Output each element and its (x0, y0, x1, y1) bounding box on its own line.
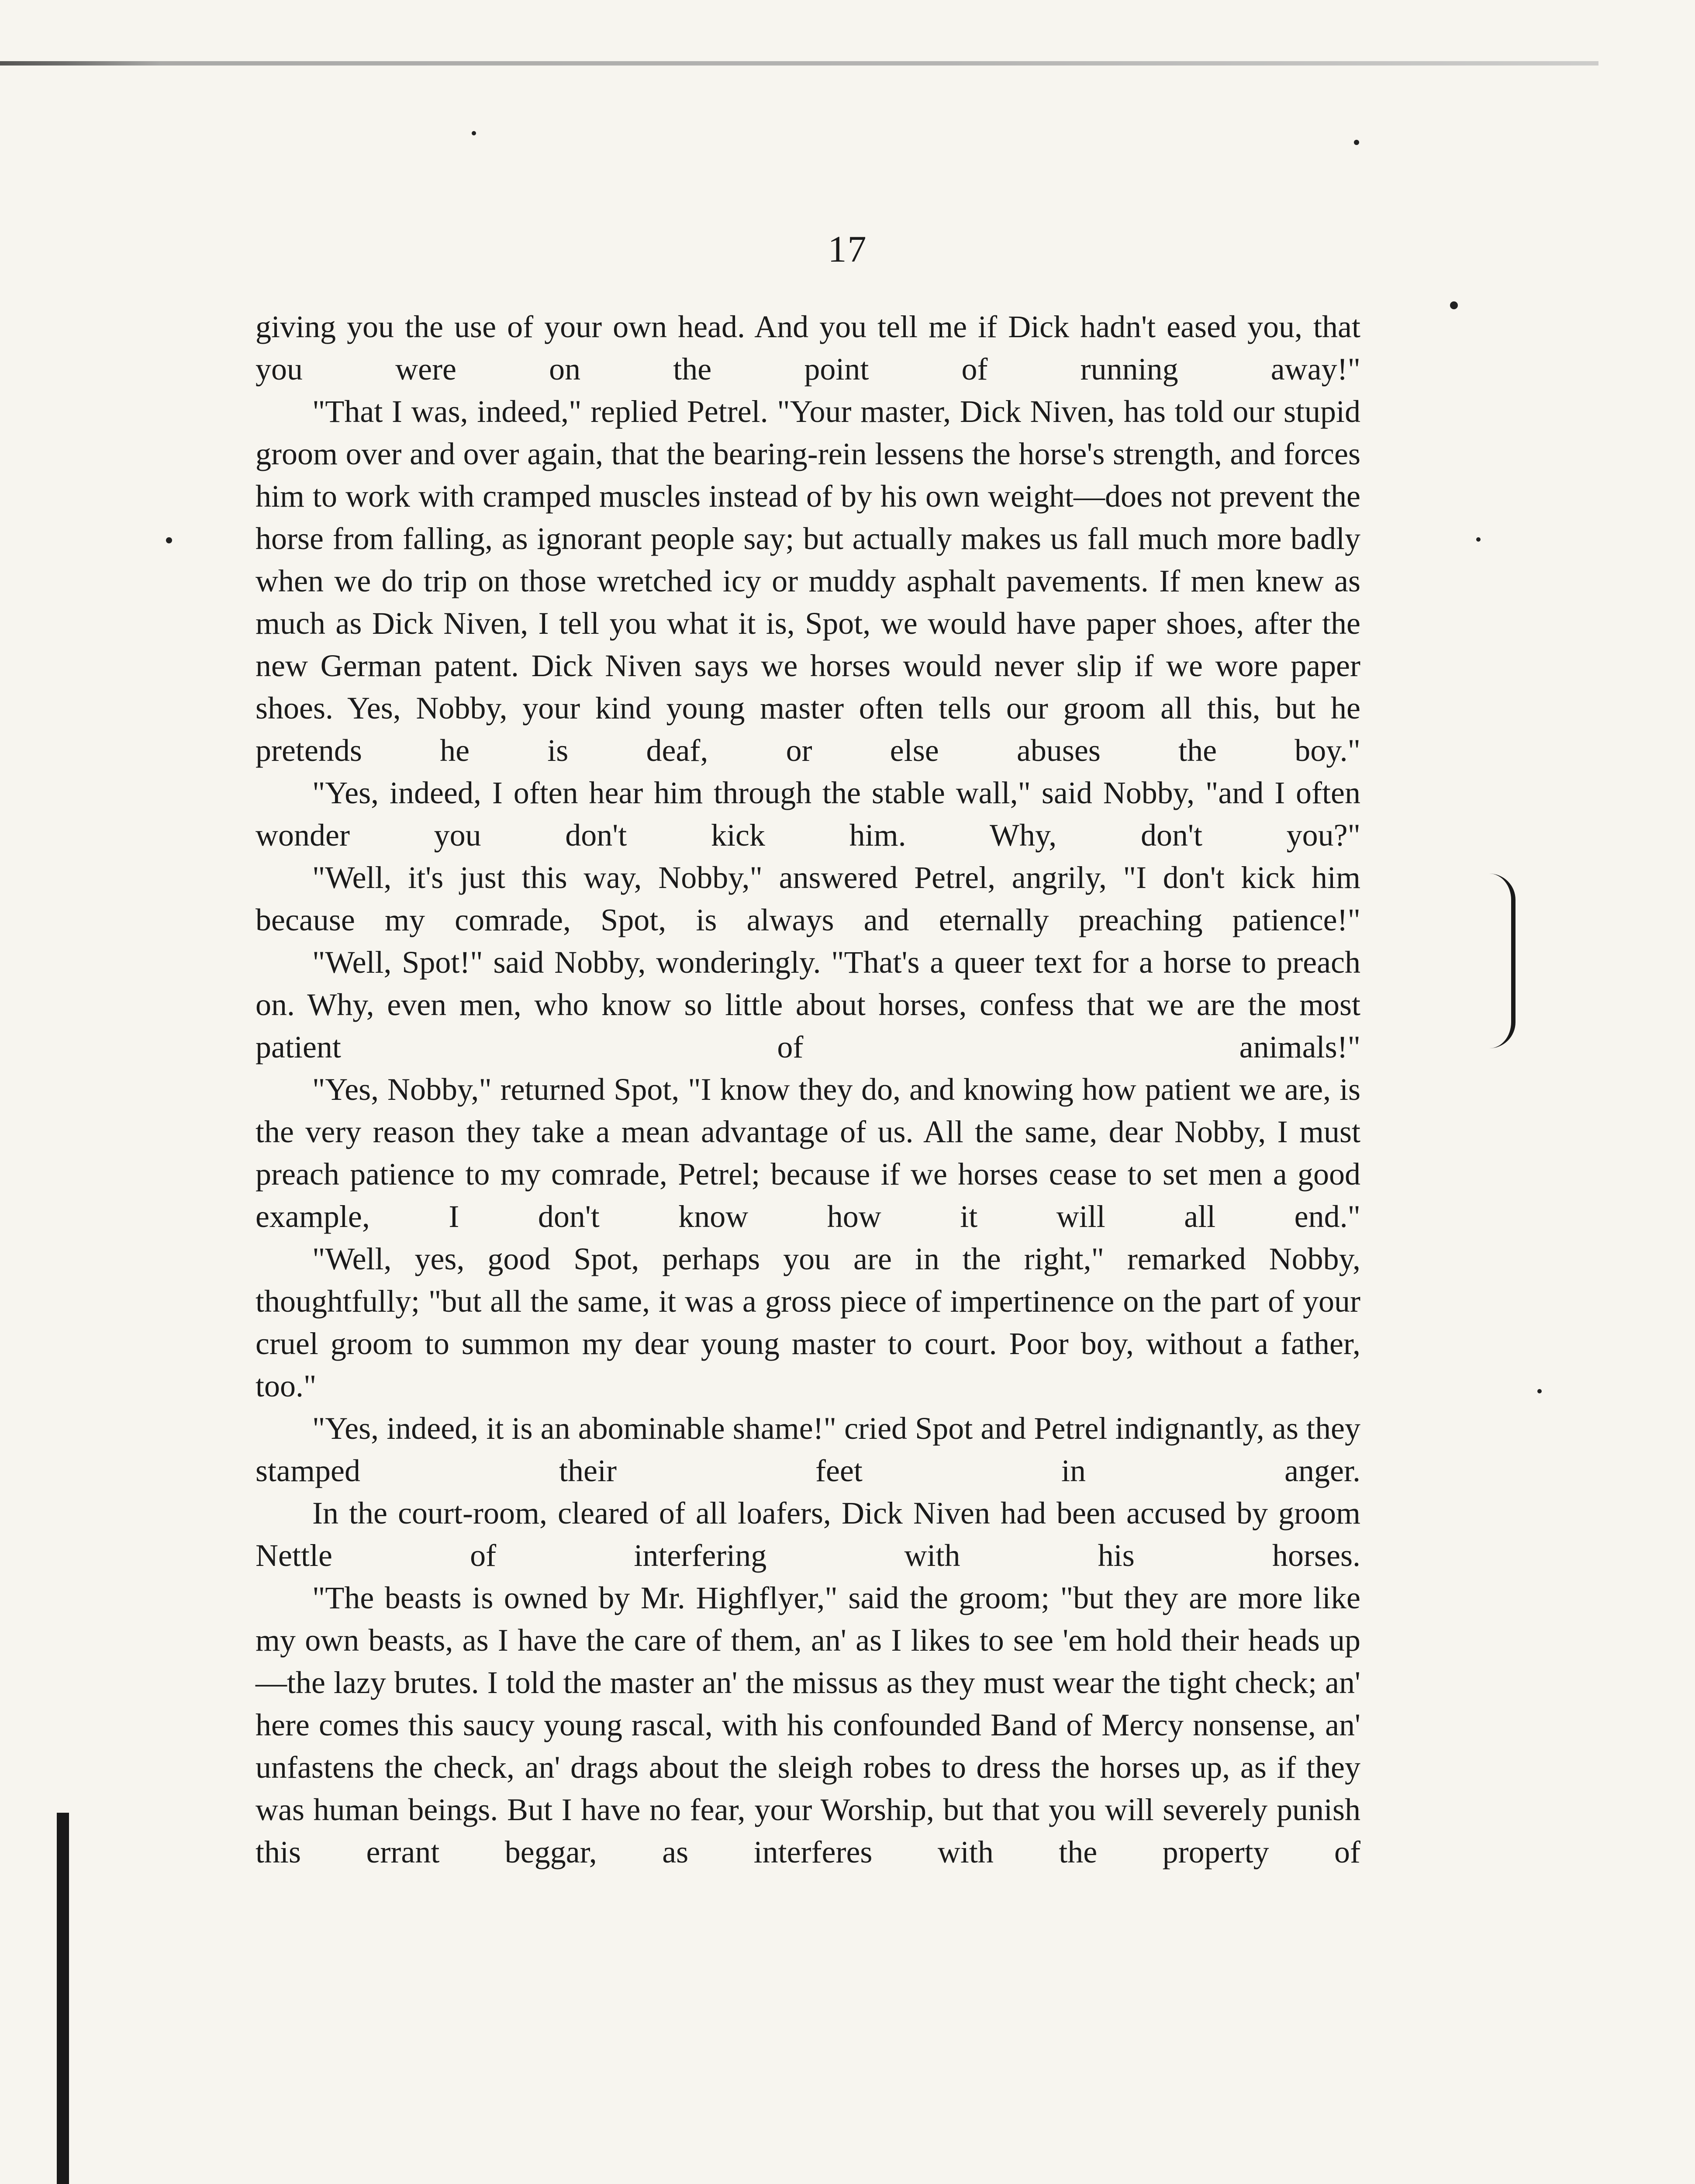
paragraph-1: giving you the use of your own head. And you tell me if Dick hadn't eased you, that you were on the point of running away!" (255, 309, 1360, 387)
paragraph-7: "Well, yes, good Spot, perhaps you are in the right," remarked Nobby, thoughtfully; "but all the same, it was a gross piece of impertinence on the part of your cruel groom to summon my dear young master to court. Poor boy, without a father, too." (255, 1241, 1360, 1403)
paragraph-4: "Well, it's just this way, Nobby," answered Petrel, angrily, "I don't kick him because my comrade, Spot, is always and eternally preaching patience!" (255, 860, 1360, 937)
speck (472, 131, 476, 135)
paragraph-6: "Yes, Nobby," returned Spot, "I know they do, and knowing how patient we are, is the very reason they take a mean advantage of us. All the same, dear Nobby, I must preach patience to my comrade, Petrel; because if we horses cease to set men a good example, I don't know how it will all end." (255, 1072, 1360, 1234)
paragraph-2: "That I was, indeed," replied Petrel. "Your master, Dick Niven, has told our stupid groom over and over again, that the bearing-rein lessens the horse's strength, and forces him to work with cramped muscles instead of by his own weight—does not prevent the horse from falling, as ignorant people say; but actually makes us fall much more badly when we do trip on those wretched icy or muddy asphalt pavements. If men knew as much as Dick Niven, I tell you what it is, Spot, we would have paper shoes, after the new German patent. Dick Niven says we horses would never slip if we wore paper shoes. Yes, Nobby, your kind young master often tells our groom all this, but he pretends he is deaf, or else abuses the boy." (255, 394, 1360, 768)
left-margin-bar (57, 1813, 69, 2184)
margin-bracket-mark (1472, 874, 1515, 1048)
paragraph-3: "Yes, indeed, I often hear him through the stable wall," said Nobby, "and I often wonder you don't kick him. Why, don't you?" (255, 775, 1360, 853)
speck (1476, 537, 1481, 542)
paragraph-10: "The beasts is owned by Mr. Highflyer," said the groom; "but they are more like my own beasts, as I have the care of them, an' as I likes to see 'em hold their heads up—the lazy brutes. I told the master an' the missus as they must wear the tight check; an' here comes this saucy young rascal, with his confounded Band of Mercy nonsense, an' unfastens the check, an' drags about the sleigh robes to dress the horses up, as if they was human beings. But I have no fear, your Worship, but that you will severely punish this errant beggar, as interferes with the property of (255, 1580, 1360, 1870)
top-edge-rule (0, 61, 1598, 66)
speck (1354, 140, 1359, 145)
page-number: 17 (828, 228, 867, 270)
speck (166, 537, 172, 543)
speck (1537, 1389, 1542, 1393)
paragraph-8: "Yes, indeed, it is an abominable shame!" cried Spot and Petrel indignantly, as they stamped their feet in anger. (255, 1411, 1360, 1488)
body-text (255, 306, 1360, 1873)
paragraph-9: In the court-room, cleared of all loafers, Dick Niven had been accused by groom Nettle of interfering with his horses. (255, 1496, 1360, 1573)
speck (1450, 301, 1458, 309)
paragraph-5: "Well, Spot!" said Nobby, wonderingly. "That's a queer text for a horse to preach on. Why, even men, who know so little about horses, confess that we are the most patient of animals!" (255, 945, 1360, 1064)
